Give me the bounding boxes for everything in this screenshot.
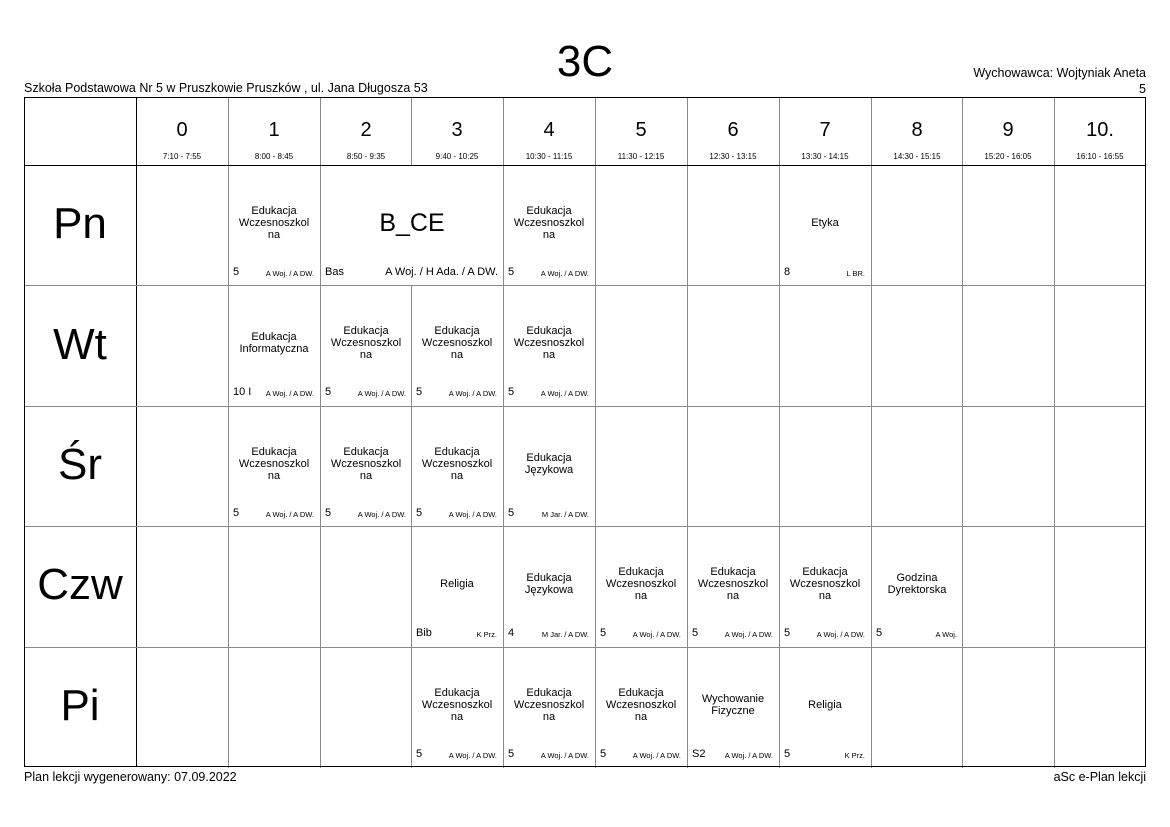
lesson-cell — [228, 165, 320, 285]
generated-date: Plan lekcji wygenerowany: 07.09.2022 — [24, 770, 237, 784]
lesson-room: 5 — [416, 748, 423, 760]
lesson-cell — [595, 647, 687, 767]
lesson-room: 5 — [876, 627, 883, 639]
lesson-cell — [320, 165, 504, 285]
lesson-teacher: A Woj. / A DW. — [540, 389, 589, 398]
lesson-room: Bas — [325, 266, 344, 278]
period-time: 7:10 - 7:55 — [162, 152, 202, 161]
lesson-cell — [503, 285, 595, 405]
lesson-subject: Edukacja Wczesnoszkol na — [513, 205, 585, 241]
timetable-grid — [24, 97, 1146, 767]
lesson-cell — [779, 526, 871, 646]
lesson-cell — [228, 285, 320, 405]
lesson-room: 5 — [508, 507, 515, 519]
period-header-4 — [503, 97, 595, 165]
day-label-3: Czw — [37, 560, 123, 609]
lesson-room: 5 — [600, 627, 607, 639]
lesson-subject: Godzina Dyrektorska — [887, 572, 947, 596]
lesson-teacher: A Woj. / A DW. — [540, 269, 589, 278]
lesson-subject: Edukacja Wczesnoszkol na — [605, 566, 677, 602]
lesson-cell — [320, 285, 412, 405]
period-number: 4 — [543, 119, 555, 141]
period-time: 10:30 - 11:15 — [525, 152, 573, 161]
period-header-2 — [320, 97, 412, 165]
period-header-9 — [962, 97, 1054, 165]
lesson-teacher: A Woj. / A DW. — [724, 751, 773, 760]
lesson-cell — [503, 165, 595, 285]
lesson-teacher: A Woj. / A DW. — [265, 389, 314, 398]
period-number: 5 — [635, 119, 647, 141]
period-time: 11:30 - 12:15 — [617, 152, 665, 161]
lesson-cell — [871, 526, 963, 646]
lesson-teacher: A Woj. / A DW. — [448, 510, 497, 519]
lesson-cell — [503, 406, 595, 526]
lesson-subject: Wychowanie Fizyczne — [701, 693, 765, 717]
period-number: 9 — [1002, 119, 1014, 141]
period-time: 13:30 - 14:15 — [801, 152, 849, 161]
lesson-subject: Edukacja Informatyczna — [239, 331, 309, 355]
period-number: 3 — [451, 119, 463, 141]
lesson-teacher: A Woj. / A DW. — [632, 630, 681, 639]
lesson-subject: Edukacja Wczesnoszkol na — [605, 687, 677, 723]
lesson-subject: Edukacja Wczesnoszkol na — [421, 687, 493, 723]
lesson-room: 5 — [508, 266, 515, 278]
period-number: 2 — [360, 119, 372, 141]
period-number: 6 — [727, 119, 739, 141]
period-time: 8:00 - 8:45 — [254, 152, 294, 161]
lesson-subject: Edukacja Wczesnoszkol na — [330, 325, 402, 361]
school-name: Szkoła Podstawowa Nr 5 w Pruszkowie Pruszków , ul. Jana Długosza 53 — [24, 81, 428, 95]
day-label-2: Śr — [58, 440, 102, 489]
lesson-teacher: A Woj. / A DW. — [357, 389, 406, 398]
lesson-room: Bib — [416, 627, 432, 639]
period-header-10 — [1054, 97, 1146, 165]
period-header-5 — [595, 97, 687, 165]
lesson-subject: Edukacja Wczesnoszkol na — [513, 687, 585, 723]
lesson-teacher: A Woj. / A DW. — [357, 510, 406, 519]
period-time: 16:10 - 16:55 — [1076, 152, 1124, 161]
lesson-teacher: A Woj. / A DW. — [265, 269, 314, 278]
lesson-room: 5 — [600, 748, 607, 760]
lesson-teacher: A Woj. / A DW. — [816, 630, 865, 639]
lesson-teacher: L BR. — [846, 269, 865, 278]
lesson-teacher: K Prz. — [476, 630, 497, 639]
period-header-0 — [136, 97, 228, 165]
lesson-teacher: K Prz. — [844, 751, 865, 760]
lesson-subject: Edukacja Językowa — [524, 452, 574, 476]
lesson-cell — [503, 647, 595, 767]
lesson-teacher: A Woj. / A DW. — [448, 389, 497, 398]
lesson-subject: Edukacja Wczesnoszkol na — [421, 325, 493, 361]
lesson-subject: Etyka — [811, 217, 839, 229]
period-header-7 — [779, 97, 871, 165]
lesson-subject: Edukacja Wczesnoszkol na — [697, 566, 769, 602]
lesson-teacher: A Woj. / H Ada. / A DW. — [385, 266, 498, 278]
period-number: 1 — [268, 119, 280, 141]
lesson-teacher: A Woj. / A DW. — [265, 510, 314, 519]
lesson-room: 8 — [784, 266, 791, 278]
lesson-room: 5 — [416, 507, 423, 519]
lesson-cell — [411, 285, 503, 405]
lesson-room: S2 — [692, 748, 706, 760]
lesson-room: 5 — [416, 386, 423, 398]
lesson-room: 5 — [508, 748, 515, 760]
period-number: 10. — [1086, 119, 1114, 141]
lesson-cell — [503, 526, 595, 646]
lesson-subject: Edukacja Wczesnoszkol na — [513, 325, 585, 361]
lesson-subject: Edukacja Wczesnoszkol na — [330, 446, 402, 482]
lesson-subject: Religia — [440, 578, 474, 590]
lesson-room: 5 — [325, 507, 332, 519]
lesson-cell — [687, 647, 779, 767]
lesson-teacher: M Jar. / A DW. — [541, 510, 589, 519]
lesson-room: 5 — [692, 627, 699, 639]
period-time: 14:30 - 15:15 — [893, 152, 941, 161]
page-number: 5 — [1139, 82, 1146, 96]
lesson-subject: Edukacja Wczesnoszkol na — [238, 446, 310, 482]
period-header-3 — [411, 97, 503, 165]
lesson-cell — [595, 526, 687, 646]
class-teacher — [973, 65, 1146, 97]
period-time: 15:20 - 16:05 — [984, 152, 1032, 161]
lesson-room: 5 — [784, 627, 791, 639]
lesson-subject: Religia — [808, 699, 842, 711]
lesson-cell — [411, 526, 503, 646]
lesson-teacher: M Jar. / A DW. — [541, 630, 589, 639]
lesson-room: 5 — [325, 386, 332, 398]
lesson-cell — [687, 526, 779, 646]
lesson-subject: Edukacja Językowa — [524, 572, 574, 596]
day-label-1: Wt — [53, 320, 107, 369]
lesson-cell — [779, 165, 871, 285]
lesson-subject: Edukacja Wczesnoszkol na — [421, 446, 493, 482]
software-brand: aSc e-Plan lekcji — [1053, 770, 1146, 784]
lesson-room: 5 — [233, 266, 240, 278]
lesson-subject: B_CE — [379, 209, 445, 237]
day-label-4: Pi — [60, 681, 100, 730]
lesson-room: 5 — [784, 748, 791, 760]
period-time: 8:50 - 9:35 — [346, 152, 386, 161]
period-number: 7 — [819, 119, 831, 141]
class-teacher-name: Wychowawca: Wojtyniak Aneta — [973, 66, 1146, 80]
lesson-teacher: A Woj. / A DW. — [724, 630, 773, 639]
lesson-room: 10 I — [233, 386, 252, 398]
period-time: 9:40 - 10:25 — [435, 152, 479, 161]
day-label-0: Pn — [53, 199, 107, 248]
lesson-teacher: A Woj. / A DW. — [632, 751, 681, 760]
lesson-room: 4 — [508, 627, 515, 639]
lesson-room: 5 — [508, 386, 515, 398]
lesson-cell — [411, 647, 503, 767]
period-number: 8 — [911, 119, 923, 141]
lesson-cell — [320, 406, 412, 526]
period-number: 0 — [176, 119, 188, 141]
lesson-room: 5 — [233, 507, 240, 519]
lesson-cell — [411, 406, 503, 526]
lesson-cell — [779, 647, 871, 767]
lesson-teacher: A Woj. / A DW. — [540, 751, 589, 760]
lesson-teacher: A Woj. — [935, 630, 957, 639]
lesson-cell — [228, 406, 320, 526]
lesson-teacher: A Woj. / A DW. — [448, 751, 497, 760]
class-title: 3C — [556, 37, 614, 86]
period-header-6 — [687, 97, 779, 165]
lesson-subject: Edukacja Wczesnoszkol na — [789, 566, 861, 602]
lesson-subject: Edukacja Wczesnoszkol na — [238, 205, 310, 241]
period-time: 12:30 - 13:15 — [709, 152, 757, 161]
period-header-1 — [228, 97, 320, 165]
period-header-8 — [871, 97, 963, 165]
